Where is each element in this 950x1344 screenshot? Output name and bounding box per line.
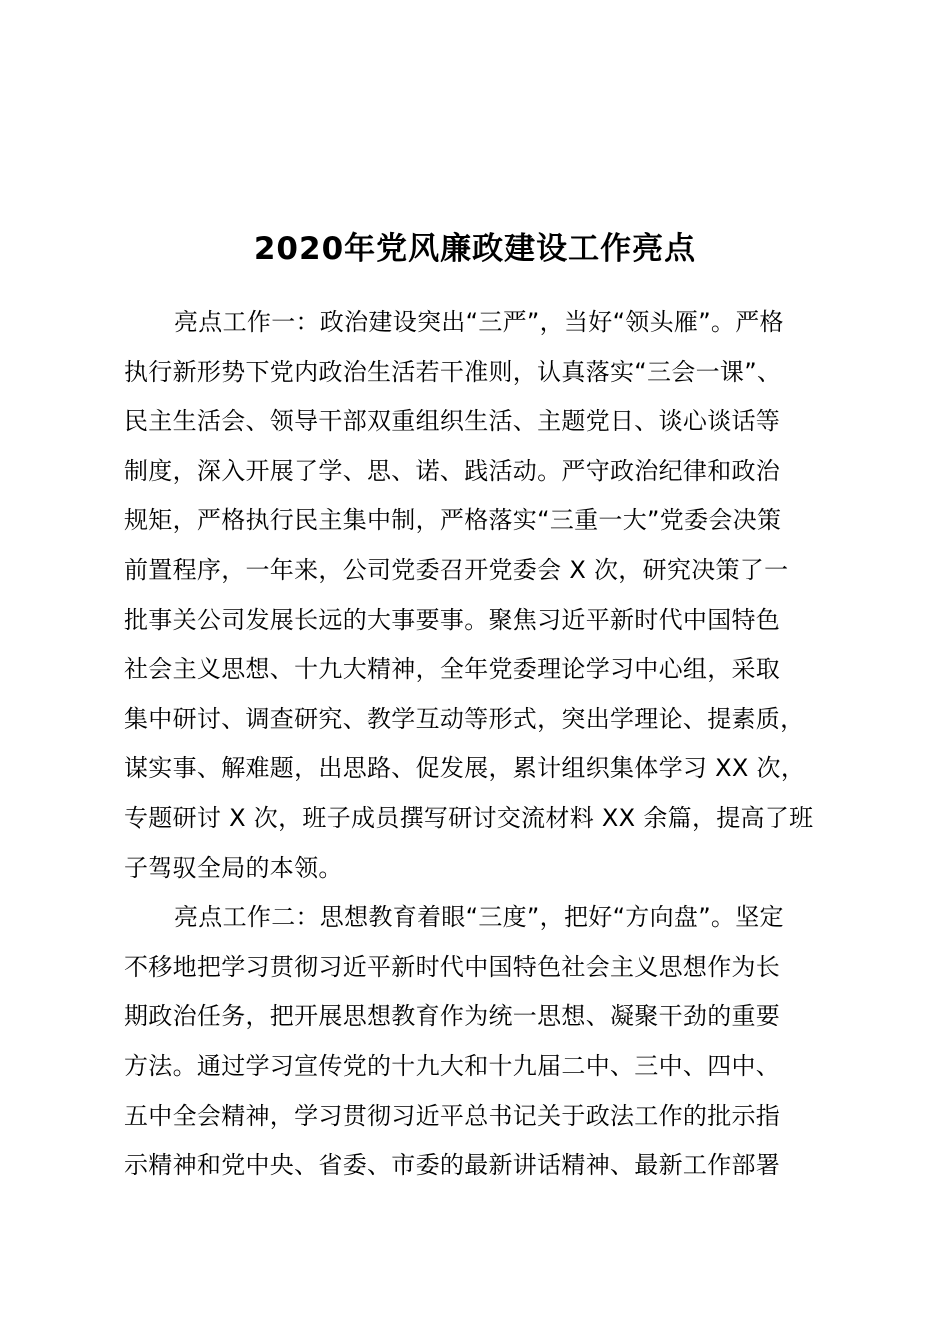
paragraph-line: 规矩，严格执行民主集中制，严格落实“三重一大”党委会决策 (124, 506, 782, 535)
paragraph-line: 示精神和党中央、省委、市委的最新讲话精神、最新工作部署 (124, 1151, 781, 1180)
document-title: 2020年党风廉政建设工作亮点 (253, 231, 697, 267)
paragraph-line: 专题研讨 X 次，班子成员撰写研讨交流材料 XX 余篇，提高了班 (124, 803, 814, 832)
paragraph-line: 谋实事、解难题，出思路、促发展，累计组织集体学习 XX 次， (124, 754, 806, 783)
paragraph-line: 民主生活会、领导干部双重组织生活、主题党日、谈心谈话等 (124, 407, 781, 436)
paragraph-line: 子驾驭全局的本领。 (124, 853, 343, 882)
paragraph-line: 制度，深入开展了学、思、诺、践活动。严守政治纪律和政治 (124, 456, 781, 485)
document-body (124, 298, 844, 1191)
paragraph-line: 集中研讨、调查研究、教学互动等形式，突出学理论、提素质， (124, 704, 805, 733)
paragraph-line: 五中全会精神，学习贯彻习近平总书记关于政法工作的批示指 (124, 1101, 781, 1130)
paragraph-line: 不移地把学习贯彻习近平新时代中国特色社会主义思想作为长 (124, 952, 781, 981)
paragraph-line: 前置程序，一年来，公司党委召开党委会 X 次，研究决策了一 (124, 555, 789, 584)
paragraph-line: 期政治任务，把开展思想教育作为统一思想、凝聚干劲的重要 (124, 1002, 781, 1031)
paragraph-line: 方法。通过学习宣传党的十九大和十九届二中、三中、四中、 (124, 1051, 781, 1080)
paragraph-line: 亮点工作二：思想教育着眼“三度”，把好“方向盘”。坚定 (174, 903, 784, 932)
paragraph-line: 亮点工作一：政治建设突出“三严”，当好“领头雁”。严格 (174, 308, 784, 336)
paragraph-line: 批事关公司发展长远的大事要事。聚焦习近平新时代中国特色 (124, 605, 781, 634)
paragraph-line: 执行新形势下党内政治生活若干准则，认真落实“三会一课”、 (124, 357, 782, 386)
paragraph-line: 社会主义思想、十九大精神，全年党委理论学习中心组，采取 (124, 655, 781, 684)
